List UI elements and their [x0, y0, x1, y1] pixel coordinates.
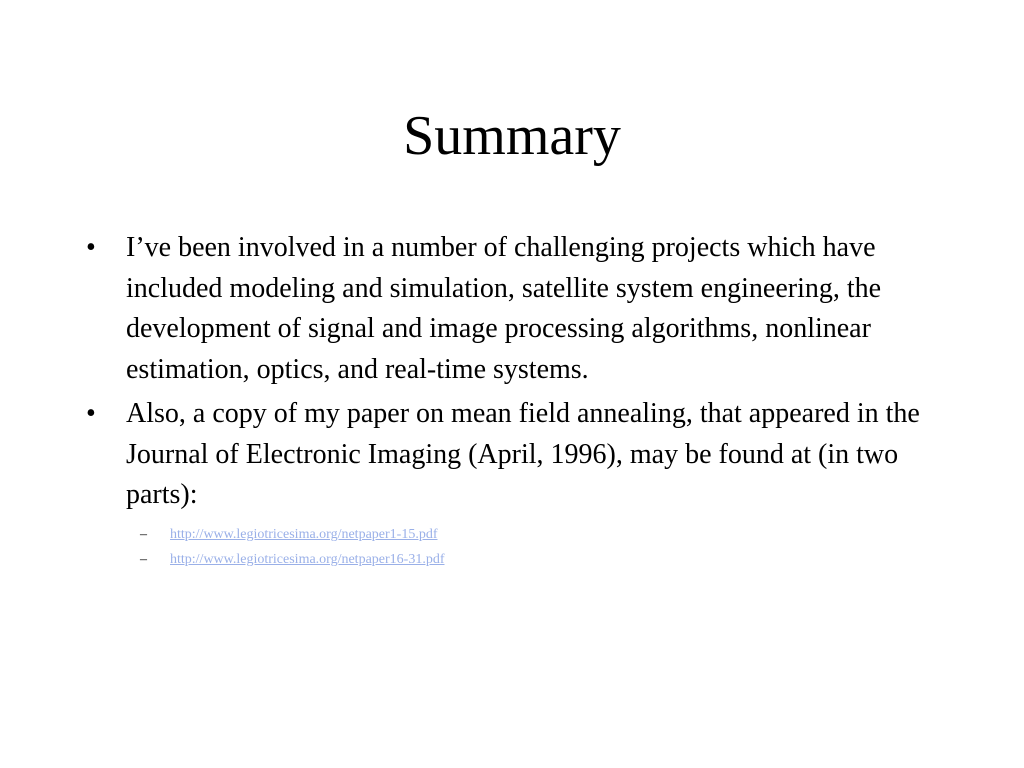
paper-link-part-2[interactable]: http://www.legiotricesima.org/netpaper16-31.pdf — [170, 551, 445, 567]
bullet-item-paper — [86, 394, 946, 572]
paper-link-list — [126, 522, 946, 572]
sub-item-link-1 — [126, 522, 946, 547]
bullet-list — [86, 228, 946, 576]
dash-marker: – — [140, 526, 147, 542]
bullet-item-projects — [86, 228, 946, 390]
bullet-text: Also, a copy of my paper on mean field annealing, that appeared in the Journal of Electronic Imaging (April, 1996), may be found at (in two parts): — [126, 398, 920, 510]
bullet-marker: • — [86, 232, 96, 263]
bullet-marker: • — [86, 398, 96, 429]
slide-title: Summary — [403, 105, 621, 167]
paper-link-part-1[interactable]: http://www.legiotricesima.org/netpaper1-15.pdf — [170, 526, 438, 542]
sub-item-link-2 — [126, 547, 946, 572]
dash-marker: – — [140, 551, 147, 567]
bullet-text: I’ve been involved in a number of challenging projects which have included modeling and simulation, satellite system engineering, the development of signal and image processing algorithms, nonlinear estimation, optics, and real-time systems. — [126, 232, 882, 385]
